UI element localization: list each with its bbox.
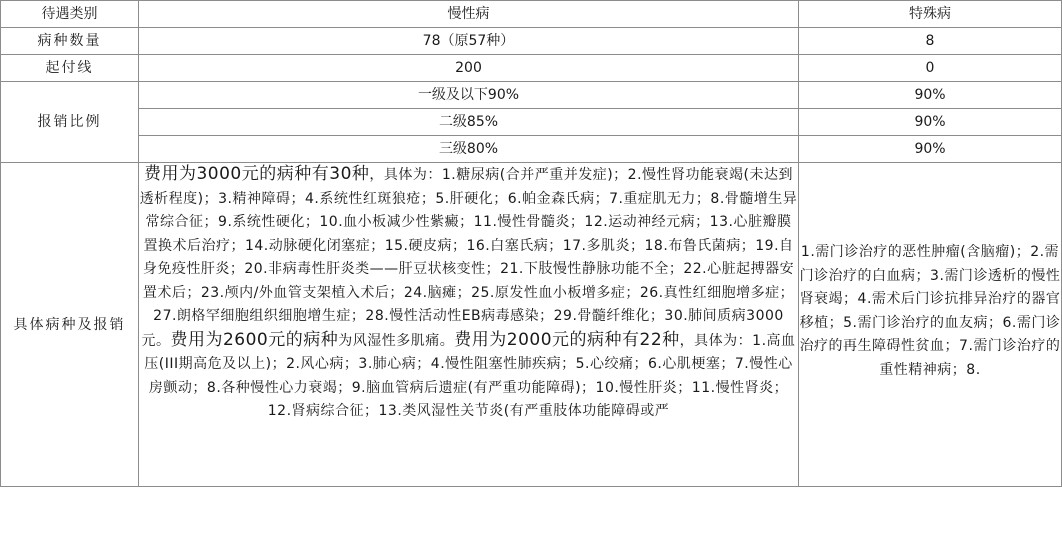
reimbursement-row-level2 bbox=[1, 109, 1062, 136]
deductible-special: 0 bbox=[799, 55, 1062, 82]
special-detail-text: 1.需门诊治疗的恶性肿瘤(含脑瘤)；2.需门诊治疗的白血病；3.需门诊透析的慢性肾衰竭；4.需术后门诊抗排异治疗的器官移植；5.需门诊治疗的血友病；6.需门诊治疗的再生障碍性贫血；7.需门诊治疗的重性精神病；8. bbox=[799, 244, 1061, 378]
deductible-row bbox=[1, 55, 1062, 82]
disease-count-label: 病种数量 bbox=[1, 28, 139, 55]
deductible-label: 起付线 bbox=[1, 55, 139, 82]
disease-detail-row bbox=[1, 163, 1062, 487]
chronic-group-3000-list: ，具体为：1.糖尿病(合并严重并发症)；2.慢性肾功能衰竭(未达到透析程度)；3.精神障碍；4.系统性红斑狼疮；5.肝硬化；6.帕金森氏病；7.重症肌无力；8.骨髓增生异常综合征；9.系统性硬化；10.血小板减少性紫癜；11.慢性骨髓炎；12.运动神经元病；13.心脏瓣膜置换术后治疗；14.动脉硬化闭塞症；15.硬皮病；16.白塞氏病；17.多肌炎；18.布鲁氏菌病；19.自身免疫性肝炎；20.非病毒性肝炎类——肝豆状核变性；21.下肢慢性静脉功能不全；22.心脏起搏器安置术后；23.颅内/外血管支架植入术后；24.脑瘫；25.原发性血小板增多症；26.真性红细胞增多症；27.朗格罕细胞组织细胞增生症；28.慢性活动性EB病毒感染；29.骨髓纤维化；30.肺间质病3000元。 bbox=[139, 167, 798, 349]
chronic-group-3000-heading: 费用为3000元的病种有30种 bbox=[143, 164, 370, 184]
header-chronic: 慢性病 bbox=[139, 1, 799, 28]
reimbursement-special-level2: 90% bbox=[799, 109, 1062, 136]
disease-count-special: 8 bbox=[799, 28, 1062, 55]
reimbursement-chronic-level3: 三级80% bbox=[139, 136, 799, 163]
chronic-detail-text bbox=[139, 163, 798, 424]
disease-count-chronic: 78（原57种） bbox=[139, 28, 799, 55]
header-special: 特殊病 bbox=[799, 1, 1062, 28]
chronic-group-2600-heading: 费用为2600元的病种 bbox=[170, 329, 339, 350]
table-header-row bbox=[1, 1, 1062, 28]
disease-detail-chronic bbox=[139, 163, 799, 487]
chronic-detail-clip bbox=[139, 163, 798, 486]
reimbursement-special-level1: 90% bbox=[799, 82, 1062, 109]
reimbursement-row-level3 bbox=[1, 136, 1062, 163]
special-detail-clip bbox=[799, 241, 1061, 408]
reimbursement-chronic-level2: 二级85% bbox=[139, 109, 799, 136]
deductible-chronic: 200 bbox=[139, 55, 799, 82]
chronic-group-2000-heading: 费用为2000元的病种有22种 bbox=[454, 329, 680, 350]
reimbursement-chronic-level1: 一级及以下90% bbox=[139, 82, 799, 109]
disease-count-row bbox=[1, 28, 1062, 55]
disease-detail-label: 具体病种及报销 bbox=[1, 163, 139, 487]
disease-detail-special bbox=[799, 163, 1062, 487]
reimbursement-special-level3: 90% bbox=[799, 136, 1062, 163]
reimbursement-label: 报销比例 bbox=[1, 82, 139, 163]
chronic-group-2600-list: 为风湿性多肌痛。 bbox=[338, 332, 455, 349]
chronic-group-2000-list: ，具体为：1.高血压(III期高危及以上)；2.风心病；3.肺心病；4.慢性阻塞性肺疾病；5.心绞痛；6.心肌梗塞；7.慢性心房颤动；8.各种慢性心力衰竭；9.脑血管病后遗症(有严重功能障碍)；10.慢性肝炎；11.慢性肾炎；12.肾病综合征；13.类风湿性关节炎(有严重肢体功能障碍或严 bbox=[144, 332, 796, 419]
header-category: 待遇类别 bbox=[1, 1, 139, 28]
reimbursement-row-level1 bbox=[1, 82, 1062, 109]
